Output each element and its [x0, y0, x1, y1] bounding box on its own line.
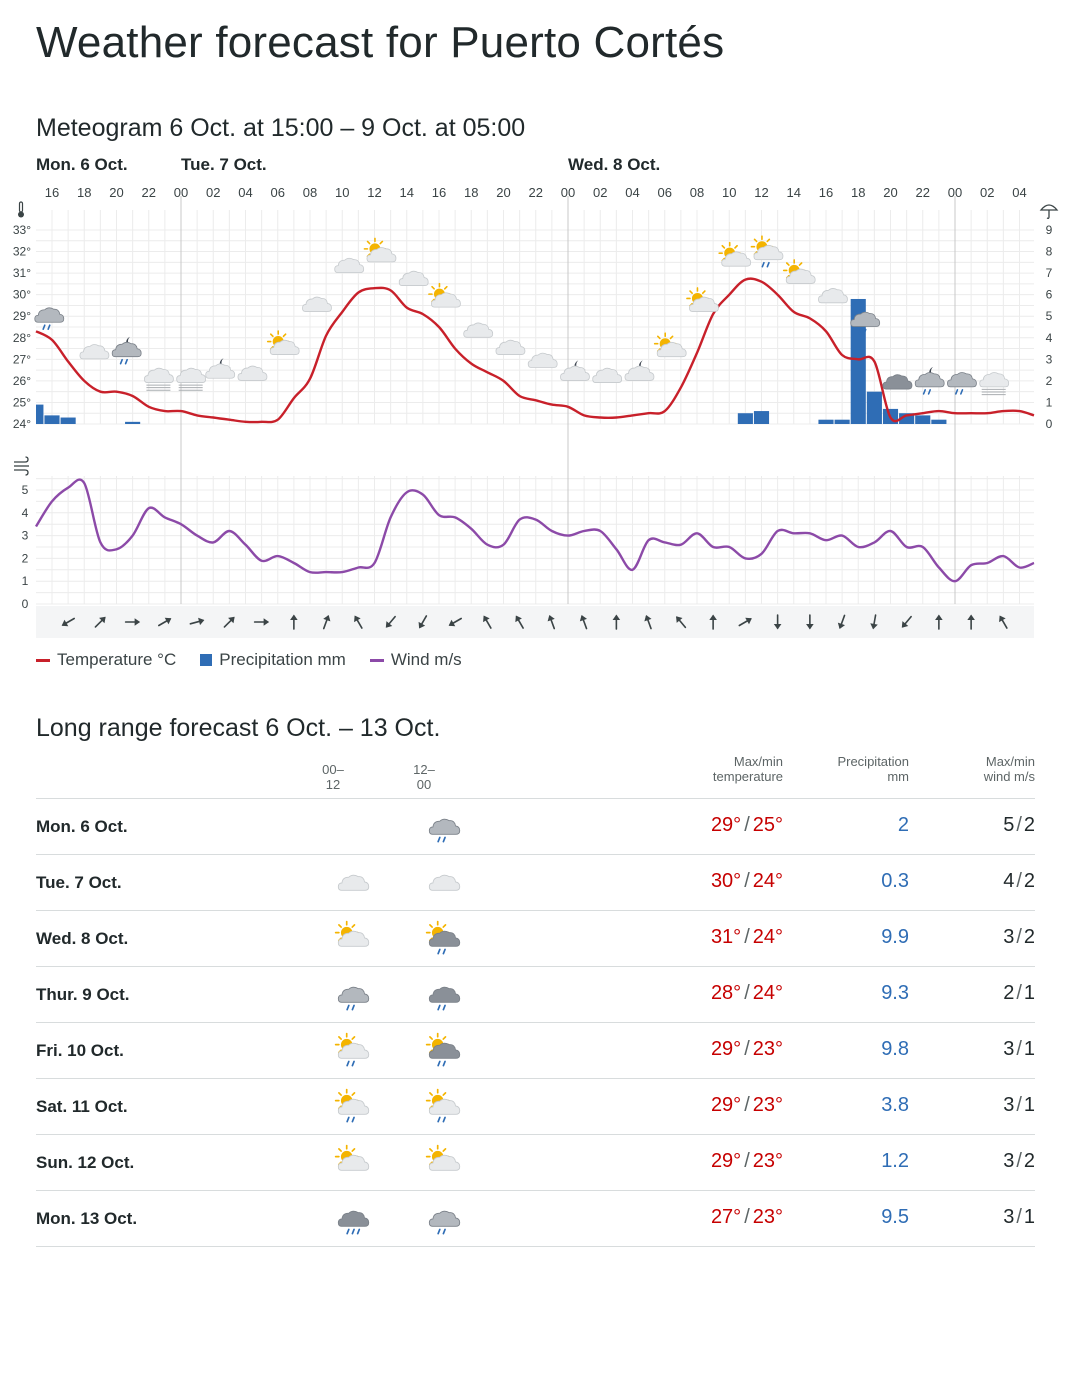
header-wind: [984, 754, 1035, 784]
table-row: [36, 1191, 1035, 1247]
temp-axis-tick: 25°: [12, 395, 31, 410]
wind-min: 1: [1023, 1038, 1035, 1060]
weather-icon-sun-cloud: [268, 331, 300, 355]
separator: /: [1016, 814, 1022, 836]
weather-icon-rain-cloud: [947, 373, 976, 394]
weather-icon-night-cloud: [560, 360, 589, 380]
temp-min: 24°: [752, 870, 783, 892]
row-day: Wed. 8 Oct.: [36, 929, 129, 948]
row-precipitation: 9.8: [881, 1038, 909, 1060]
separator: /: [1016, 982, 1022, 1004]
row-weather-icon: [333, 1087, 373, 1127]
row-day: Mon. 6 Oct.: [36, 817, 128, 836]
precip-bar: [44, 415, 59, 424]
row-temperature: [711, 982, 783, 1005]
temp-axis-tick: 31°: [12, 266, 31, 281]
temp-max: 29°: [710, 1094, 742, 1116]
row-weather-icon: [333, 919, 373, 959]
hour-tick: 14: [786, 185, 801, 200]
hour-tick: 22: [915, 185, 930, 200]
hour-tick: 04: [238, 185, 253, 200]
hour-tick: 08: [302, 185, 318, 200]
precip-bar: [738, 413, 753, 424]
hour-ticks: [45, 185, 1027, 200]
temp-axis-tick: 29°: [12, 309, 31, 324]
weather-icon-cloud: [496, 340, 525, 354]
hour-tick: 12: [367, 185, 382, 200]
temp-max: 31°: [710, 926, 742, 948]
wind-axis-tick: 5: [21, 483, 29, 497]
long-range-table: [36, 752, 1035, 1247]
temp-axis-tick: 28°: [12, 330, 31, 345]
row-day: Mon. 13 Oct.: [36, 1209, 138, 1228]
weather-icon-sun-cloud: [784, 260, 816, 284]
row-temperature: [711, 1038, 783, 1061]
weather-symbol-sun-rain: [336, 1090, 369, 1122]
header-wind-l1: Max/min: [985, 754, 1035, 769]
header-12-00: 12–00: [413, 762, 435, 792]
row-wind: [1003, 926, 1035, 949]
row-precipitation: 0.3: [881, 870, 909, 892]
hour-tick: 16: [431, 185, 447, 200]
day-label: Mon. 6 Oct.: [36, 155, 128, 174]
weather-symbol-cloud: [429, 875, 459, 890]
weather-symbol-sun-rain: [427, 1090, 460, 1122]
wind-max: 2: [1003, 982, 1015, 1004]
row-day: Thur. 9 Oct.: [36, 985, 130, 1004]
wind-max: 3: [1003, 1206, 1015, 1228]
legend-wind-swatch: [370, 659, 384, 662]
wind-max: 4: [1003, 870, 1015, 892]
separator: /: [744, 1038, 750, 1060]
legend-precipitation-label: Precipitation mm: [219, 650, 346, 669]
header-precipitation: [837, 754, 909, 784]
hour-tick: 20: [883, 185, 898, 200]
wind-max: 5: [1003, 814, 1015, 836]
row-temperature: [711, 814, 783, 837]
wind-max: 3: [1003, 1038, 1015, 1060]
hour-tick: 00: [560, 185, 576, 200]
wind-line: [36, 480, 1034, 582]
precip-bar: [835, 420, 850, 424]
row-weather-icon: [424, 1031, 464, 1071]
precip-bar: [931, 420, 946, 424]
row-wind: [1003, 814, 1035, 837]
separator: /: [1016, 1206, 1022, 1228]
hour-tick: 06: [270, 185, 285, 200]
legend-precipitation: [200, 650, 346, 670]
row-wind: [1003, 870, 1035, 893]
row-wind: [1003, 982, 1035, 1005]
precip-bar: [867, 392, 882, 424]
weather-symbol-sun-cloud: [336, 1146, 369, 1171]
row-wind: [1003, 1094, 1035, 1117]
row-precipitation: 1.2: [881, 1150, 909, 1172]
row-weather-icon: [424, 1143, 464, 1183]
wind-max: 3: [1003, 1094, 1015, 1116]
weather-icon-sun-cloud: [719, 243, 751, 267]
meteogram-title: Meteogram 6 Oct. at 15:00 – 9 Oct. at 05:00: [36, 114, 526, 142]
legend-wind: [370, 650, 462, 670]
separator: /: [744, 1206, 750, 1228]
temp-min: 25°: [752, 814, 783, 836]
hour-tick: 12: [754, 185, 769, 200]
weather-symbol-rain-cloud: [429, 1211, 459, 1233]
weather-symbol-rain-cloud: [429, 819, 459, 841]
hour-tick: 16: [818, 185, 834, 200]
weather-icon-cloud: [818, 288, 847, 302]
row-temperature: [711, 926, 783, 949]
row-weather-icon: [424, 1199, 464, 1239]
row-weather-icon: [333, 1199, 373, 1239]
separator: /: [744, 926, 750, 948]
row-day: Sun. 12 Oct.: [36, 1153, 135, 1172]
legend-temperature: [36, 650, 176, 670]
header-precipitation-l2: mm: [887, 769, 909, 784]
legend-precipitation-swatch: [200, 654, 212, 666]
precip-bar: [125, 422, 140, 424]
hour-tick: 18: [77, 185, 92, 200]
precip-axis-tick: 9: [1045, 223, 1053, 237]
hour-tick: 10: [335, 185, 350, 200]
temp-axis-tick: 26°: [12, 373, 31, 388]
table-body: [36, 799, 1035, 1247]
row-day: Fri. 10 Oct.: [36, 1041, 124, 1060]
weather-icon-cloud: [528, 353, 557, 367]
weather-symbol-sun-dark-rain: [427, 922, 460, 954]
row-temperature: [711, 870, 783, 893]
weather-icon-sun-cloud: [364, 238, 396, 262]
row-weather-icon: [333, 1031, 373, 1071]
precip-bar: [61, 418, 76, 424]
weather-icon-night-rain: [915, 367, 944, 394]
weather-symbol-cloud: [338, 875, 368, 890]
weather-icon-cloud: [302, 297, 331, 311]
temp-max: 27°: [710, 1206, 742, 1228]
arrow-strip: [36, 606, 1034, 638]
temperature-line: [36, 279, 1034, 422]
table-row: [36, 967, 1035, 1023]
wind-min: 2: [1023, 926, 1035, 948]
hour-tick: 14: [399, 185, 414, 200]
row-weather-icon: [424, 863, 464, 903]
temperature-series: [36, 279, 1034, 422]
precip-bar: [915, 415, 930, 424]
row-day: Sat. 11 Oct.: [36, 1097, 128, 1116]
separator: /: [744, 1094, 750, 1116]
row-precipitation: 9.9: [881, 926, 909, 948]
separator: /: [744, 814, 750, 836]
table-row: [36, 1023, 1035, 1079]
hour-tick: 02: [206, 185, 221, 200]
precip-axis-tick: 0: [1045, 417, 1053, 431]
precip-axis-tick: 8: [1045, 244, 1053, 259]
temp-min: 23°: [752, 1206, 783, 1228]
weather-icon-dark-cloud: [883, 375, 912, 389]
temp-max: 29°: [710, 1038, 742, 1060]
hour-tick: 02: [593, 185, 608, 200]
precip-bar: [36, 405, 43, 424]
row-wind: [1003, 1150, 1035, 1173]
axes: [13, 202, 1057, 611]
weather-symbol-sun-rain: [336, 1034, 369, 1066]
precip-axis-tick: 6: [1045, 287, 1053, 302]
precip-axis-tick: 3: [1045, 352, 1053, 367]
temp-max: 30°: [710, 870, 742, 892]
hour-tick: 10: [722, 185, 737, 200]
weather-icon-cloud: [464, 323, 493, 337]
row-wind: [1003, 1038, 1035, 1061]
wind-min: 1: [1023, 1094, 1035, 1116]
precip-axis-tick: 2: [1045, 373, 1053, 388]
table-row: [36, 1135, 1035, 1191]
temp-axis-tick: 27°: [12, 352, 31, 367]
wind-axis-tick: 2: [21, 551, 29, 566]
temp-min: 24°: [752, 926, 783, 948]
hour-tick: 22: [528, 185, 543, 200]
weather-icon-rain-cloud: [35, 308, 64, 329]
legend-temperature-swatch: [36, 659, 50, 662]
meteogram-chart: [0, 150, 1080, 645]
table-header: [36, 752, 1035, 799]
temp-min: 23°: [752, 1150, 783, 1172]
temp-axis-tick: 33°: [12, 223, 31, 237]
weather-icon-cloud: [238, 366, 267, 380]
temp-min: 24°: [752, 982, 783, 1004]
header-precipitation-l1: Precipitation: [837, 754, 909, 769]
row-temperature: [711, 1150, 783, 1173]
day-label: Wed. 8 Oct.: [568, 155, 661, 174]
precip-bar: [818, 420, 833, 424]
row-weather-icon: [424, 807, 464, 847]
wind-axis-tick: 4: [21, 505, 29, 520]
row-precipitation: 9.3: [881, 982, 909, 1004]
precip-axis-tick: 5: [1045, 309, 1053, 324]
long-range-title: Long range forecast 6 Oct. – 13 Oct.: [36, 714, 441, 742]
row-day: Tue. 7 Oct.: [36, 873, 122, 892]
hour-tick: 04: [1012, 185, 1027, 200]
weather-icon-night-cloud: [625, 360, 654, 380]
hour-tick: 06: [657, 185, 672, 200]
temp-axis-tick: 30°: [12, 287, 31, 302]
temp-axis-tick: 24°: [12, 417, 31, 431]
row-weather-icon: [424, 919, 464, 959]
wind-min: 1: [1023, 1206, 1035, 1228]
table-row: [36, 799, 1035, 855]
wind-min: 2: [1023, 870, 1035, 892]
separator: /: [1016, 1094, 1022, 1116]
weather-icon-night-cloud: [206, 358, 235, 378]
weather-symbol-sun-dark-rain: [427, 1034, 460, 1066]
temp-min: 23°: [752, 1094, 783, 1116]
hour-tick: 22: [141, 185, 156, 200]
temp-max: 29°: [710, 1150, 742, 1172]
hour-tick: 20: [496, 185, 511, 200]
hour-tick: 18: [464, 185, 479, 200]
hour-tick: 00: [173, 185, 189, 200]
separator: /: [1016, 1038, 1022, 1060]
row-precipitation: 2: [897, 814, 909, 836]
hour-tick: 18: [851, 185, 866, 200]
hour-tick: 00: [947, 185, 963, 200]
row-weather-icon: [424, 975, 464, 1015]
temp-max: 28°: [710, 982, 742, 1004]
wind-icon: [14, 457, 29, 475]
precip-axis-tick: 4: [1045, 330, 1053, 345]
table-row: [36, 1079, 1035, 1135]
row-weather-icon: [333, 1143, 373, 1183]
separator: /: [1016, 1150, 1022, 1172]
header-temperature: [713, 754, 783, 784]
row-temperature: [711, 1094, 783, 1117]
weather-symbol-sun-cloud: [336, 922, 369, 947]
weather-icon-cloud: [335, 258, 364, 272]
header-00-12: 00–12: [322, 762, 344, 792]
page-title: Weather forecast for Puerto Cortés: [36, 18, 725, 67]
wind-axis-tick: 1: [21, 574, 29, 589]
separator: /: [1016, 926, 1022, 948]
weather-icon-sun-cloud: [687, 288, 719, 312]
table-row: [36, 911, 1035, 967]
weather-icon-sun-cloud: [429, 284, 461, 308]
hour-tick: 02: [980, 185, 995, 200]
thermometer-icon: [18, 202, 24, 218]
row-weather-icon: [424, 1087, 464, 1127]
row-precipitation: 3.8: [881, 1094, 909, 1116]
hour-tick: 16: [44, 185, 60, 200]
wind-axis-tick: 0: [21, 597, 29, 611]
precip-axis-tick: 1: [1045, 395, 1053, 410]
legend-temperature-label: Temperature °C: [57, 650, 177, 669]
header-wind-l2: wind m/s: [983, 769, 1035, 784]
temp-min: 23°: [752, 1038, 783, 1060]
umbrella-icon: [1041, 205, 1057, 218]
temp-max: 29°: [710, 814, 742, 836]
hour-tick: 20: [109, 185, 124, 200]
wind-min: 2: [1023, 814, 1035, 836]
wind-min: 1: [1023, 982, 1035, 1004]
table-row: [36, 855, 1035, 911]
wind-series: [36, 480, 1034, 582]
temp-axis-tick: 32°: [12, 244, 31, 259]
precip-axis-tick: 7: [1045, 266, 1053, 281]
hour-tick: 04: [625, 185, 640, 200]
chart-legend: [36, 650, 462, 670]
precip-bar: [754, 411, 769, 424]
legend-wind-label: Wind m/s: [390, 650, 462, 669]
weather-symbol-rain-cloud: [338, 987, 368, 1009]
row-wind: [1003, 1206, 1035, 1229]
weather-symbol-dark-rain: [429, 987, 459, 1009]
day-label: Tue. 7 Oct.: [181, 155, 267, 174]
header-temperature-l1: Max/min: [733, 754, 783, 769]
row-weather-icon: [333, 975, 373, 1015]
separator: /: [1016, 870, 1022, 892]
row-temperature: [711, 1206, 783, 1229]
weather-symbol-sun-cloud: [427, 1146, 460, 1171]
day-labels: [36, 155, 660, 174]
hour-tick: 08: [689, 185, 705, 200]
separator: /: [744, 870, 750, 892]
wind-max: 3: [1003, 1150, 1015, 1172]
weather-symbol-dark-heavy-rain: [338, 1211, 368, 1233]
weather-icon-sun-cloud: [655, 333, 687, 357]
separator: /: [744, 1150, 750, 1172]
row-weather-icon: [333, 863, 373, 903]
row-precipitation: 9.5: [881, 1206, 909, 1228]
separator: /: [744, 982, 750, 1004]
header-temperature-l2: temperature: [712, 769, 783, 784]
wind-min: 2: [1023, 1150, 1035, 1172]
wind-max: 3: [1003, 926, 1015, 948]
wind-axis-tick: 3: [21, 528, 29, 543]
